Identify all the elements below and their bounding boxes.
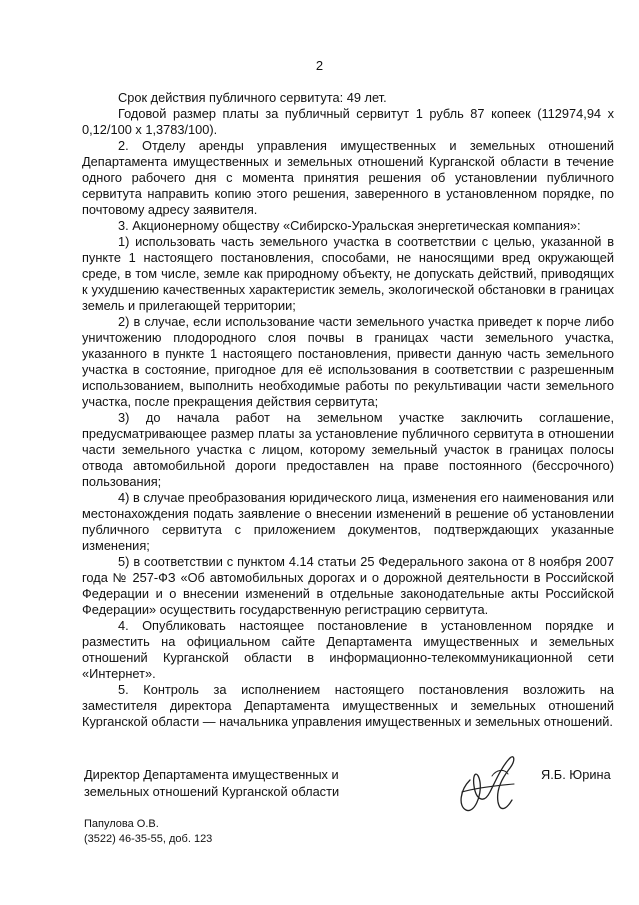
executor-phone: (3522) 46-35-55, доб. 123 <box>84 833 213 845</box>
paragraph-item-4: 4. Опубликовать настоящее постановление в установленном порядке и разместить на официальном сайте Департамента имущественных и земельных отношений Курганской области в информационно-телекоммуникационной сети «Интернет». <box>82 618 614 681</box>
position-line-2: земельных отношений Курганской области <box>84 784 340 799</box>
paragraph-subitem-4: 4) в случае преобразования юридического лица, изменения его наименования или местонахождения подать заявление о внесении изменений в решение об установлении публичного сервитута с приложением документов, подтверждающих указанные изменения; <box>82 490 614 553</box>
paragraph-subitem-2: 2) в случае, если использование части земельного участка приведет к порче либо уничтожению плодородного слоя почвы в границах части земельного участка, указанного в пункте 1 настоящего постановления, привести данную часть земельного участка в состояние, пригодное для её использования в соответствии с разрешенным использованием, выполнить необходимые работы по рекультивации части земельного участка, после прекращения действия сервитута; <box>82 314 614 409</box>
paragraph-item-2: 2. Отделу аренды управления имущественных и земельных отношений Департамента имущественных и земельных отношений Курганской области в течение одного рабочего дня с момента принятия решения об установлении публичного сервитута направить копию этого решения, заверенного в установленном порядке, по почтовому адресу заявителя. <box>82 138 614 217</box>
paragraph-fee: Годовой размер платы за публичный сервитут 1 рубль 87 копеек (112974,94 х 0,12/100 х 1,3783/100). <box>82 106 614 137</box>
document-body <box>82 90 614 730</box>
paragraph-item-3: 3. Акционерному обществу «Сибирско-Уральская энергетическая компания»: <box>118 218 581 233</box>
position-line-1: Директор Департамента имущественных и <box>84 767 339 782</box>
signatory-position <box>84 766 384 800</box>
paragraph-term: Срок действия публичного сервитута: 49 лет. <box>118 90 387 105</box>
paragraph-subitem-3: 3) до начала работ на земельном участке заключить соглашение, предусматривающее размер платы за установление публичного сервитута в отношении части земельного участка с лицом, которому земельный участок в границах полосы отвода автомобильной дороги предоставлен на праве постоянного (бессрочного) пользования; <box>82 410 614 489</box>
paragraph-subitem-5: 5) в соответствии с пунктом 4.14 статьи 25 Федерального закона от 8 ноября 2007 года № 257-ФЗ «Об автомобильных дорогах и о дорожной деятельности в Российской Федерации и о внесении изменений в отдельные законодательные акты Российской Федерации» осуществить государственную регистрацию сервитута. <box>82 554 614 617</box>
signatory-name: Я.Б. Юрина <box>541 767 611 782</box>
paragraph-subitem-1: 1) использовать часть земельного участка в соответствии с целью, указанной в пункте 1 настоящего постановления, способами, не наносящими вред окружающей среде, в том числе, земле как природному объекту, не допускать действий, приводящих к ухудшению качественных характеристик земель, экологической обстановки в границах земель и прилегающей территории; <box>82 234 614 313</box>
handwritten-signature <box>452 740 522 818</box>
page-number: 2 <box>315 58 324 73</box>
executor-name: Папулова О.В. <box>84 818 159 830</box>
paragraph-item-5: 5. Контроль за исполнением настоящего постановления возложить на заместителя директора Департамента имущественных и земельных отношений Курганской области — начальника управления имущественных и земельных отношений. <box>82 682 614 729</box>
executor-contact <box>84 817 212 847</box>
